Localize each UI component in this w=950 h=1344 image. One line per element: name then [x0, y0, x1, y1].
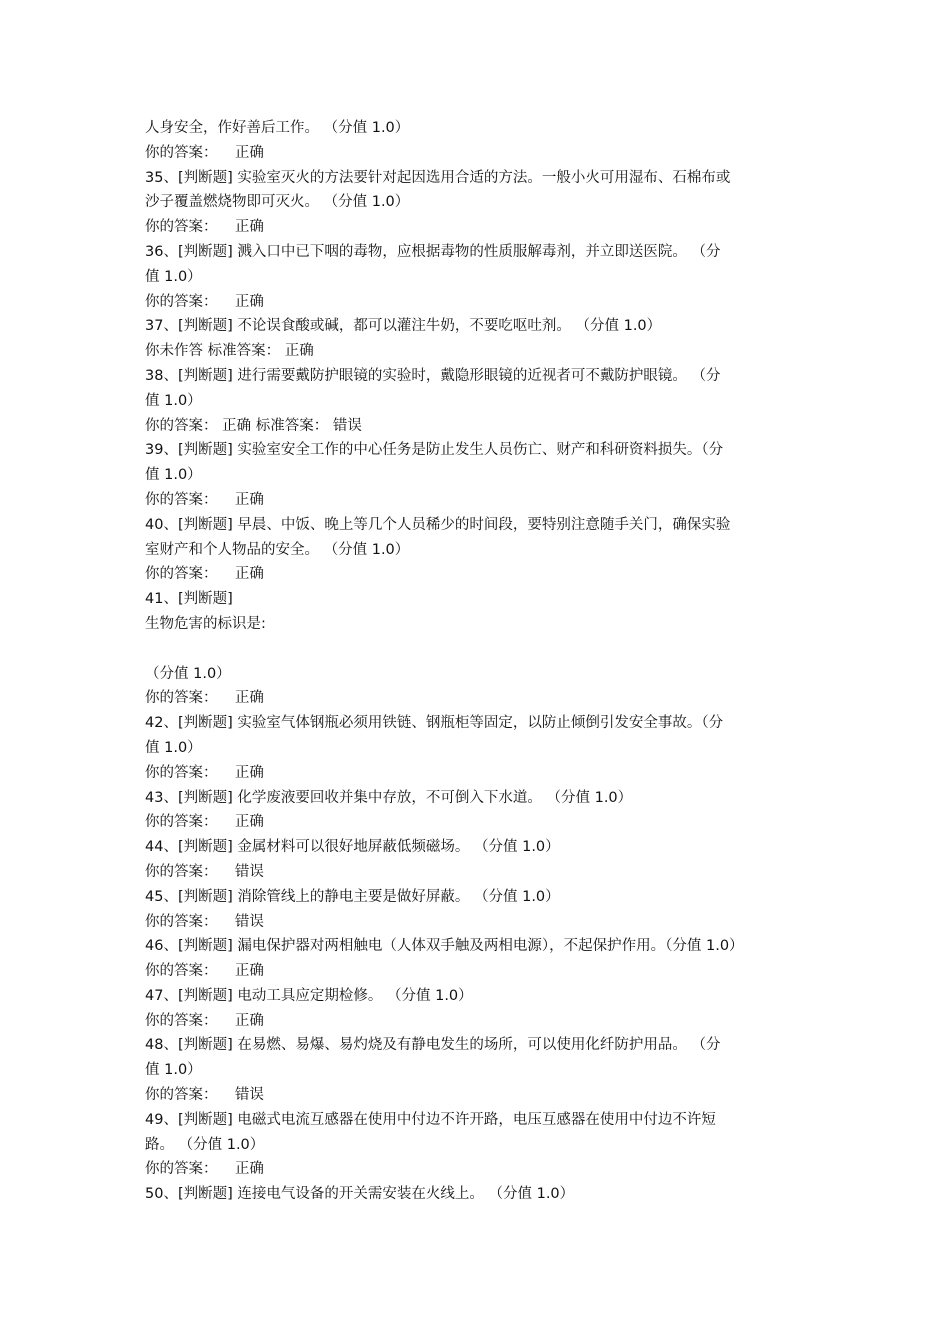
answer-line	[145, 1009, 810, 1034]
answer-label: 你的答案：	[145, 219, 218, 236]
answer-value: 正确	[234, 690, 264, 707]
text-line: 40、[判断题] 早晨、中饭、晚上等几个人员稀少的时间段，要特别注意随手关门，确保实验	[145, 516, 731, 533]
answer-value: 正确	[234, 566, 264, 583]
answer-line	[145, 141, 810, 166]
answer-line	[145, 1157, 810, 1182]
answer-line	[145, 686, 810, 711]
answer-value: 错误	[234, 913, 264, 930]
text-line: 50、[判断题] 连接电气设备的开关需安装在火线上。 （分值 1.0）	[145, 1186, 575, 1203]
answer-value: 错误	[234, 863, 264, 880]
text-line: 人身安全，作好善后工作。 （分值 1.0）	[145, 120, 410, 136]
answer-line	[145, 488, 810, 513]
text-line: 43、[判断题] 化学废液要回收并集中存放，不可倒入下水道。 （分值 1.0）	[145, 789, 633, 806]
answer-line	[145, 1083, 810, 1108]
text-line: 沙子覆盖燃烧物即可灭火。 （分值 1.0）	[145, 194, 410, 211]
text-line: 44、[判断题] 金属材料可以很好地屏蔽低频磁场。 （分值 1.0）	[145, 839, 560, 856]
text-line: 39、[判断题] 实验室安全工作的中心任务是防止发生人员伤亡、财产和科研资料损失。（分	[145, 442, 724, 459]
answer-label: 你的答案：	[145, 1161, 218, 1178]
text-line: 45、[判断题] 消除管线上的静电主要是做好屏蔽。 （分值 1.0）	[145, 888, 560, 905]
answer-value: 正确	[234, 144, 264, 161]
answer-label: 你的答案：	[145, 293, 218, 310]
answer-label: 你的答案：	[145, 690, 218, 707]
answer-value: 正确	[234, 764, 264, 781]
answer-line	[145, 959, 810, 984]
answer-value: 正确	[234, 293, 264, 310]
blank-line	[145, 637, 810, 662]
text-line: 46、[判断题] 漏电保护器对两相触电（人体双手触及两相电源），不起保护作用。（分值 1.0）	[145, 938, 744, 955]
answer-line	[145, 215, 810, 240]
text-line: 35、[判断题] 实验室灭火的方法要针对起因选用合适的方法。一般小火可用湿布、石棉布或	[145, 169, 731, 186]
text-line: 值 1.0）	[145, 739, 202, 756]
answer-label: 你的答案：	[145, 1087, 218, 1104]
text-line: （分值 1.0）	[145, 665, 231, 682]
document-page	[145, 116, 810, 1207]
answer-label: 你的答案：	[145, 913, 218, 930]
text-line: 值 1.0）	[145, 268, 202, 285]
answer-line	[145, 910, 810, 935]
answer-line	[145, 860, 810, 885]
answer-line	[145, 761, 810, 786]
text-line: 你未作答 标准答案： 正确	[145, 343, 314, 360]
text-line: 值 1.0）	[145, 1062, 202, 1079]
answer-value: 正确	[234, 1012, 264, 1029]
text-line: 36、[判断题] 溅入口中已下咽的毒物，应根据毒物的性质服解毒剂，并立即送医院。 （分	[145, 243, 721, 260]
answer-line	[145, 290, 810, 315]
answer-label: 你的答案：	[145, 963, 218, 980]
answer-value: 正确	[234, 814, 264, 831]
answer-value: 错误	[234, 1087, 264, 1104]
answer-value: 正确	[234, 219, 264, 236]
answer-label: 你的答案：	[145, 144, 218, 161]
text-line: 值 1.0）	[145, 392, 202, 409]
text-line: 49、[判断题] 电磁式电流互感器在使用中付边不许开路，电压互感器在使用中付边不许短	[145, 1111, 716, 1128]
answer-label: 你的答案：	[145, 566, 218, 583]
text-line: 路。 （分值 1.0）	[145, 1136, 265, 1153]
text-line: 你的答案： 正确 标准答案： 错误	[145, 417, 362, 434]
answer-label: 你的答案：	[145, 863, 218, 880]
text-line: 48、[判断题] 在易燃、易爆、易灼烧及有静电发生的场所，可以使用化纤防护用品。 （分	[145, 1037, 721, 1054]
text-line: 生物危害的标识是:	[145, 615, 266, 632]
answer-label: 你的答案：	[145, 764, 218, 781]
text-line: 47、[判断题] 电动工具应定期检修。 （分值 1.0）	[145, 987, 473, 1004]
answer-line	[145, 562, 810, 587]
text-line: 42、[判断题] 实验室气体钢瓶必须用铁链、钢瓶柜等固定，以防止倾倒引发安全事故。（分	[145, 715, 724, 732]
answer-label: 你的答案：	[145, 491, 218, 508]
answer-value: 正确	[234, 1161, 264, 1178]
text-line: 41、[判断题]	[145, 591, 233, 608]
answer-value: 正确	[234, 963, 264, 980]
answer-label: 你的答案：	[145, 814, 218, 831]
answer-label: 你的答案：	[145, 1012, 218, 1029]
text-line: 室财产和个人物品的安全。 （分值 1.0）	[145, 541, 410, 558]
text-line: 值 1.0）	[145, 467, 202, 484]
text-line: 37、[判断题] 不论误食酸或碱，都可以灌注牛奶，不要吃呕吐剂。 （分值 1.0）	[145, 318, 662, 335]
answer-line	[145, 810, 810, 835]
answer-value: 正确	[234, 491, 264, 508]
text-line: 38、[判断题] 进行需要戴防护眼镜的实验时，戴隐形眼镜的近视者可不戴防护眼镜。 （分	[145, 367, 721, 384]
